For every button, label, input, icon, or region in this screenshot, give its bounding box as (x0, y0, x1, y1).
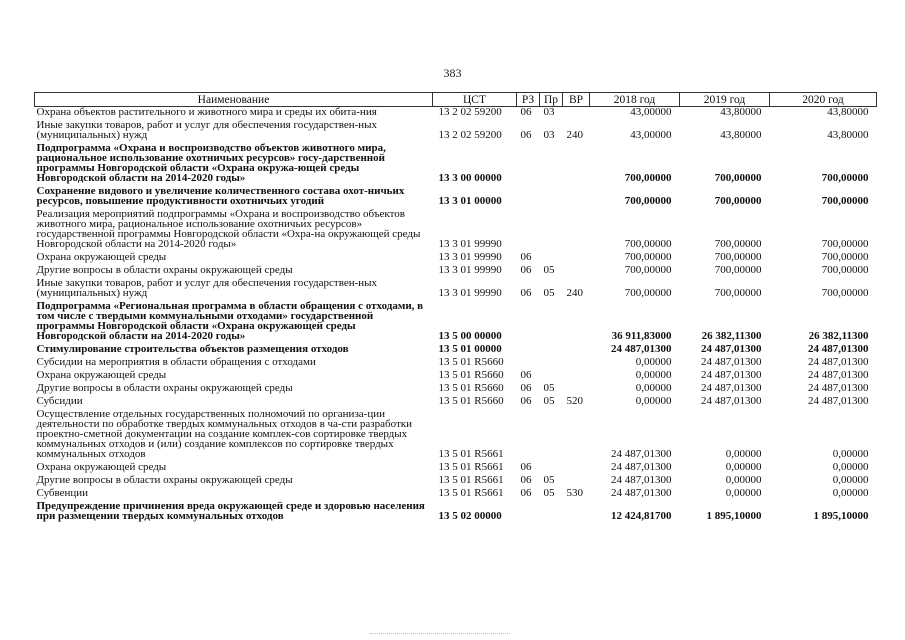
row-name-cell: Охрана окружающей среды (36, 369, 167, 381)
row-rz-cell (517, 183, 540, 206)
table-row (35, 117, 877, 140)
row-vr-cell (563, 262, 590, 275)
row-pr-cell (540, 341, 563, 354)
row-cst-cell: 13 3 01 00000 (438, 195, 502, 207)
header-pr: Пр (540, 93, 563, 107)
row-pr-cell (540, 354, 563, 367)
row-rz-cell: 06 (520, 382, 532, 394)
row-2019-cell: 24 487,01300 (701, 369, 762, 381)
row-vr-cell (563, 380, 590, 393)
row-cst-cell: 13 3 01 99990 (438, 251, 502, 263)
row-pr-cell (540, 140, 563, 183)
row-2018-cell: 43,00000 (630, 129, 672, 141)
row-vr-cell (563, 249, 590, 262)
row-2019-cell: 43,80000 (720, 129, 762, 141)
row-vr-cell: 520 (566, 395, 583, 407)
row-2019-cell: 700,00000 (714, 287, 762, 299)
row-pr-cell (540, 249, 563, 262)
row-cst-cell: 13 5 01 R5660 (438, 356, 504, 368)
row-name-cell: Другие вопросы в области охраны окружающей среды (36, 382, 293, 394)
row-2019-cell: 0,00000 (725, 448, 762, 460)
table-row (35, 393, 877, 406)
row-rz-cell: 06 (520, 129, 532, 141)
row-rz-cell: 06 (520, 395, 532, 407)
row-rz-cell (517, 140, 540, 183)
header-vr: ВР (563, 93, 590, 107)
row-2019-cell: 700,00000 (714, 238, 762, 250)
row-2018-cell: 700,00000 (624, 251, 672, 263)
row-2019-cell: 24 487,01300 (701, 343, 762, 355)
row-name-cell: Иные закупки товаров, работ и услуг для обеспечения государствен-ных (муниципальных) нужд (36, 277, 378, 299)
row-2018-cell: 24 487,01300 (611, 343, 672, 355)
row-2019-cell: 700,00000 (714, 251, 762, 263)
row-2018-cell: 0,00000 (635, 395, 672, 407)
row-2019-cell: 0,00000 (725, 461, 762, 473)
row-2019-cell: 24 487,01300 (701, 395, 762, 407)
table-row (35, 354, 877, 367)
row-rz-cell: 06 (520, 461, 532, 473)
row-vr-cell: 240 (566, 129, 583, 141)
row-rz-cell (517, 354, 540, 367)
row-name-cell: Другие вопросы в области охраны окружающей среды (36, 264, 293, 276)
row-cst-cell: 13 5 00 00000 (438, 330, 502, 342)
table-row (35, 107, 877, 118)
row-cst-cell: 13 3 00 00000 (438, 172, 502, 184)
row-cst-cell: 13 5 01 R5660 (438, 395, 504, 407)
table-row (35, 367, 877, 380)
table-row (35, 498, 877, 521)
row-vr-cell (563, 140, 590, 183)
row-pr-cell (540, 298, 563, 341)
row-rz-cell: 06 (520, 369, 532, 381)
row-rz-cell (517, 498, 540, 521)
row-2020-cell: 24 487,01300 (808, 356, 869, 368)
row-vr-cell (563, 183, 590, 206)
header-2020: 2020 год (770, 93, 877, 107)
table-row (35, 275, 877, 298)
row-cst-cell: 13 3 01 99990 (438, 287, 502, 299)
table-row (35, 262, 877, 275)
row-2018-cell: 700,00000 (624, 287, 672, 299)
table-body (35, 107, 877, 522)
row-2018-cell: 0,00000 (635, 356, 672, 368)
row-vr-cell (563, 367, 590, 380)
row-rz-cell (517, 341, 540, 354)
row-name-cell: Предупреждение причинения вреда окружающей среде и здоровью населения при размещении твердых коммунальных отходов (36, 500, 425, 522)
row-2018-cell: 36 911,83000 (611, 330, 672, 342)
row-pr-cell (540, 206, 563, 249)
row-cst-cell: 13 5 01 R5661 (438, 487, 504, 499)
row-2018-cell: 12 424,81700 (611, 510, 672, 522)
row-name-cell: Иные закупки товаров, работ и услуг для обеспечения государствен-ных (муниципальных) нужд (36, 119, 378, 141)
header-cst: ЦСТ (433, 93, 517, 107)
row-cst-cell: 13 5 01 R5661 (438, 448, 504, 460)
row-2018-cell: 700,00000 (624, 238, 672, 250)
row-2019-cell: 700,00000 (714, 172, 762, 184)
row-2018-cell: 0,00000 (635, 382, 672, 394)
row-pr-cell: 05 (543, 264, 555, 276)
row-name-cell: Охрана объектов растительного и животного мира и среды их обита-ния (36, 106, 377, 118)
row-2018-cell: 24 487,01300 (611, 474, 672, 486)
row-pr-cell (540, 498, 563, 521)
budget-table (34, 92, 877, 521)
row-cst-cell: 13 2 02 59200 (438, 106, 502, 118)
row-2019-cell: 24 487,01300 (701, 356, 762, 368)
row-vr-cell (563, 406, 590, 459)
row-cst-cell: 13 3 01 99990 (438, 238, 502, 250)
row-vr-cell (563, 298, 590, 341)
row-cst-cell: 13 5 01 R5661 (438, 461, 504, 473)
row-2020-cell: 700,00000 (821, 264, 869, 276)
row-name-cell: Осуществление отдельных государственных полномочий по организа-ции деятельности по обработке твердых коммунальных отходов в ча-сти разработки проектно-сметной документации на создание комплек-сов сортировке твердых коммунальных отходов и (или) создание комплексов по сортировке твердых коммунальных отходов (36, 408, 413, 460)
row-name-cell: Субсидии (36, 395, 83, 407)
row-2020-cell: 700,00000 (821, 195, 869, 207)
table-header-row (35, 93, 877, 107)
table-row (35, 140, 877, 183)
row-2020-cell: 700,00000 (821, 287, 869, 299)
row-pr-cell (540, 459, 563, 472)
row-pr-cell: 05 (543, 474, 555, 486)
row-2020-cell: 700,00000 (821, 172, 869, 184)
row-name-cell: Субвенции (36, 487, 89, 499)
table-row (35, 406, 877, 459)
row-cst-cell: 13 3 01 99990 (438, 264, 502, 276)
header-2018: 2018 год (590, 93, 680, 107)
row-rz-cell: 06 (520, 287, 532, 299)
row-rz-cell (517, 206, 540, 249)
row-pr-cell: 05 (543, 287, 555, 299)
row-pr-cell (540, 406, 563, 459)
row-pr-cell: 05 (543, 382, 555, 394)
row-2018-cell: 24 487,01300 (611, 448, 672, 460)
row-cst-cell: 13 5 01 R5661 (438, 474, 504, 486)
row-2019-cell: 24 487,01300 (701, 382, 762, 394)
row-2019-cell: 43,80000 (720, 106, 762, 118)
table-row (35, 183, 877, 206)
row-2019-cell: 0,00000 (725, 474, 762, 486)
row-rz-cell: 06 (520, 251, 532, 263)
row-vr-cell (563, 341, 590, 354)
row-2020-cell: 24 487,01300 (808, 382, 869, 394)
table-row (35, 298, 877, 341)
row-rz-cell: 06 (520, 264, 532, 276)
row-name-cell: Охрана окружающей среды (36, 461, 167, 473)
scan-footer-mark (370, 633, 510, 638)
row-2019-cell: 0,00000 (725, 487, 762, 499)
row-name-cell: Реализация мероприятий подпрограммы «Охрана и воспроизводство объектов животного мира, рациональное использование охотничьих ресурсов» государственной программы Новгородской области «Охра-на окружающей среды Новгородской области на 2014-2020 годы» (36, 208, 421, 250)
row-cst-cell: 13 5 01 R5660 (438, 382, 504, 394)
table-row (35, 485, 877, 498)
row-2020-cell: 700,00000 (821, 251, 869, 263)
row-name-cell: Субсидии на мероприятия в области обращения с отходами (36, 356, 316, 368)
row-rz-cell (517, 406, 540, 459)
row-2019-cell: 700,00000 (714, 264, 762, 276)
row-cst-cell: 13 5 01 R5660 (438, 369, 504, 381)
row-2020-cell: 43,80000 (827, 129, 869, 141)
row-vr-cell (563, 107, 590, 118)
row-2020-cell: 700,00000 (821, 238, 869, 250)
row-2018-cell: 24 487,01300 (611, 461, 672, 473)
table-row (35, 459, 877, 472)
row-2020-cell: 43,80000 (827, 106, 869, 118)
row-2018-cell: 700,00000 (624, 195, 672, 207)
row-2020-cell: 24 487,01300 (808, 369, 869, 381)
row-cst-cell: 13 5 02 00000 (438, 510, 502, 522)
row-pr-cell: 03 (543, 106, 555, 118)
row-2020-cell: 26 382,11300 (808, 330, 869, 342)
row-name-cell: Охрана окружающей среды (36, 251, 167, 263)
row-cst-cell: 13 2 02 59200 (438, 129, 502, 141)
row-pr-cell: 05 (543, 487, 555, 499)
header-rz: РЗ (517, 93, 540, 107)
row-2020-cell: 24 487,01300 (808, 343, 869, 355)
row-vr-cell (563, 459, 590, 472)
row-name-cell: Сохранение видового и увеличение количественного состава охот-ничьих ресурсов, повышение продуктивности охотничьих угодий (36, 185, 405, 207)
row-vr-cell (563, 206, 590, 249)
row-2019-cell: 1 895,10000 (706, 510, 762, 522)
row-vr-cell: 530 (566, 487, 583, 499)
row-2020-cell: 0,00000 (832, 461, 869, 473)
row-vr-cell (563, 354, 590, 367)
row-2020-cell: 0,00000 (832, 474, 869, 486)
row-2019-cell: 700,00000 (714, 195, 762, 207)
row-2020-cell: 1 895,10000 (813, 510, 869, 522)
row-pr-cell: 05 (543, 395, 555, 407)
header-2019: 2019 год (680, 93, 770, 107)
table-row (35, 472, 877, 485)
row-rz-cell: 06 (520, 474, 532, 486)
row-pr-cell (540, 367, 563, 380)
row-name-cell: Подпрограмма «Региональная программа в области обращения с отходами, в том числе с твердыми коммунальными отходами» государственной программы Новгородской области «Охрана окружающей среды Новгородской области на 2014-2020 годы» (36, 300, 424, 342)
row-rz-cell: 06 (520, 106, 532, 118)
row-2019-cell: 26 382,11300 (701, 330, 762, 342)
row-2020-cell: 24 487,01300 (808, 395, 869, 407)
table-row (35, 380, 877, 393)
row-pr-cell (540, 183, 563, 206)
row-cst-cell: 13 5 01 00000 (438, 343, 502, 355)
page-number: 383 (443, 66, 462, 80)
table-row (35, 206, 877, 249)
row-2020-cell: 0,00000 (832, 448, 869, 460)
row-vr-cell (563, 472, 590, 485)
row-2018-cell: 43,00000 (630, 106, 672, 118)
header-name: Наименование (35, 93, 433, 107)
row-vr-cell (563, 498, 590, 521)
row-2018-cell: 0,00000 (635, 369, 672, 381)
row-rz-cell: 06 (520, 487, 532, 499)
row-name-cell: Подпрограмма «Охрана и воспроизводство объектов животного мира, рациональное использование охотничьих ресурсов» госу-дарственной программы Новгородской области «Охрана окружа-ющей среды Новгородской области на 2014-2020 годы» (36, 142, 386, 184)
row-2018-cell: 24 487,01300 (611, 487, 672, 499)
table-row (35, 341, 877, 354)
row-2018-cell: 700,00000 (624, 264, 672, 276)
row-vr-cell: 240 (566, 287, 583, 299)
row-name-cell: Стимулирование строительства объектов размещения отходов (36, 343, 349, 355)
table-row (35, 249, 877, 262)
row-name-cell: Другие вопросы в области охраны окружающей среды (36, 474, 293, 486)
row-2020-cell: 0,00000 (832, 487, 869, 499)
row-2018-cell: 700,00000 (624, 172, 672, 184)
row-pr-cell: 03 (543, 129, 555, 141)
row-rz-cell (517, 298, 540, 341)
